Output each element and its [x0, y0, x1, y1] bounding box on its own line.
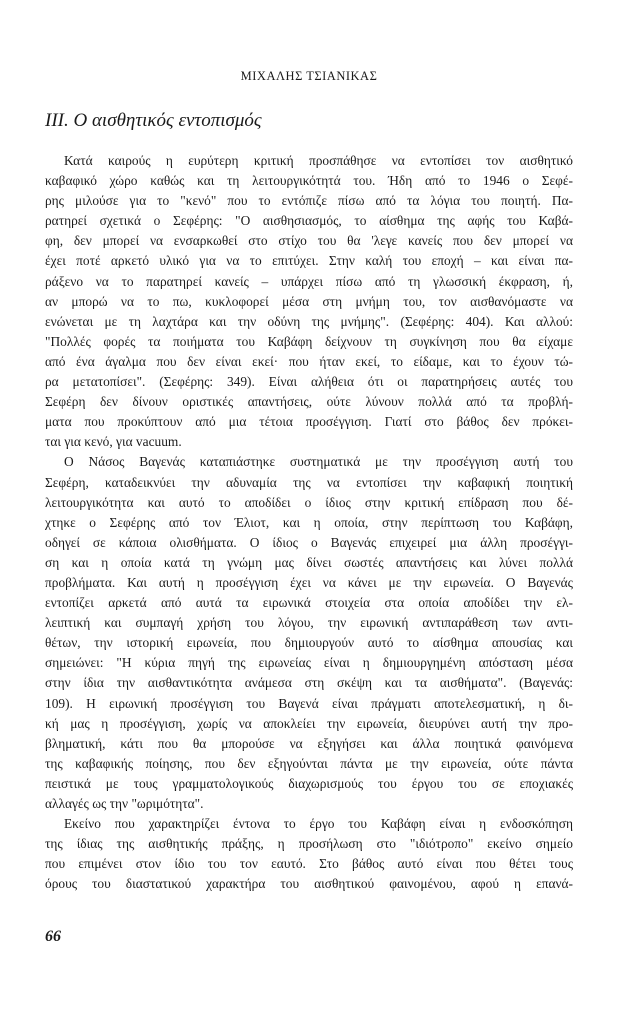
- text-line: αλλαγές ως την "ωριμότητα".: [45, 796, 204, 811]
- text-line: ται για κενό, για vacuum.: [45, 434, 182, 450]
- text-line: ματα που προκύπτουν από μια τέτοια προσέγγιση. Γιατί στο βάθος δεν πρόκει-: [45, 414, 573, 430]
- text-line: λειπτική και συμπαγή χρήση του λόγου, την ειρωνική αντιπαράθεση των αντι-: [45, 615, 573, 631]
- body-text: [45, 151, 573, 894]
- text-line: από ένα άγαλμα που δεν είναι εκεί· που ήταν εκεί, το είδαμε, και το έχουν τώ-: [45, 353, 573, 369]
- text-line: Ο Νάσος Βαγενάς καταπιάστηκε συστηματικά με την προσέγγιση αυτή του: [64, 454, 573, 470]
- text-line: κή μας η προσέγγιση, χωρίς να αποκλείει την ειρωνεία, διευρύνει αυτή την προ-: [45, 715, 573, 731]
- text-line: προβλήματα. Και αυτή η προσέγγιση έχει να κάνει με την ειρωνεία. Ο Βαγενάς: [45, 574, 573, 590]
- text-line: πειστικά με τους γραμματολογικούς διαχωρισμούς του έργου του σε εποχιακές: [45, 775, 573, 791]
- text-line: Εκείνο που χαρακτηρίζει έντονα το έργο του Καβάφη είναι η ενδοσκόπηση: [64, 816, 573, 832]
- text-line: 109). Η ειρωνική προσέγγιση του Βαγενά είναι πράγματι αποτελεσματική, η δι-: [45, 695, 573, 711]
- text-line: σημειώνει: "Η κύρια πηγή της ειρωνείας είναι η δημιουργημένη απόσταση μέσα: [45, 655, 573, 671]
- text-line: ρα μετατοπίσει". (Σεφέρης: 349). Είναι αλήθεια ότι οι παρατηρήσεις αυτές του: [45, 374, 573, 390]
- text-line: καβαφικό χώρο καθώς και τη λειτουργικότητά του. Ήδη από το 1946 ο Σεφέ-: [45, 173, 573, 189]
- running-head: ΜΙΧΑΛΗΣ ΤΣΙΑΝΙΚΑΣ: [240, 69, 378, 83]
- text-line: ρατηρεί σχετικά ο Σεφέρης: "Ο αισθησιασμός, το αίσθημα της αφής του Καβά-: [45, 213, 573, 229]
- text-line: φη, δεν μπορεί να ενσαρκωθεί στο στίχο του θα 'λεγε κανείς που δεν μπορεί να: [45, 233, 573, 249]
- text-line: "Πολλές φορές τα ποιήματα του Καβάφη δείχνουν τη συγκίνηση που θα είχαμε: [45, 333, 573, 349]
- text-line: όρους του διαστατικού χαρακτήρα του αισθητικού φαινομένου, αφού η επανά-: [45, 876, 573, 892]
- text-line: αν μπορώ να το πω, κυκλοφορεί μέσα στη μνήμη του, τον αισθανόμαστε να: [45, 293, 573, 309]
- text-line: ενώνεται με τη λαχτάρα και την οδύνη της μνήμης". (Σεφέρης: 404). Και αλλού:: [45, 313, 573, 329]
- text-line: Σεφέρη, καταδεικνύει την αδυναμία της να εντοπίσει την καβαφική ποιητική: [45, 474, 573, 490]
- text-line: ράξενο να το παρατηρεί κανείς – υπάρχει πίσω από τη γλωσσική έκφραση, ή,: [45, 273, 573, 289]
- text-line: εντοπίζει αρκετά από αυτά τα ειρωνικά στοιχεία στα οποία αποδίδει την ελ-: [45, 595, 573, 611]
- text-line: ρης μιλούσε για το "κενό" που το εντόπιζε πίσω από τα λόγια του ποιητή. Πα-: [45, 193, 573, 209]
- text-line: οδηγεί σε κάποια ολισθήματα. Ο ίδιος ο Βαγενάς επιχειρεί μια άλλη προσέγγι-: [45, 534, 573, 550]
- text-line: έχει ποτέ αρκετό υλικό για να το επιτύχει. Στην καλή του εποχή – και είναι πα-: [45, 253, 573, 269]
- section-title: ΙΙΙ. Ο αισθητικός εντοπισμός: [45, 110, 262, 131]
- text-line: της ίδιας της αισθητικής πράξης, η προσήλωση στο "ιδιότροπο" εκείνο σημείο: [45, 836, 573, 852]
- text-line: της καβαφικής ποίησης, που δεν εξηγούνται πάντα με την ειρωνεία, ούτε πάντα: [45, 755, 573, 771]
- text-line: λειτουργικότητα και αυτό το αποδίδει ο ίδιος στην κριτική επίδραση που δέ-: [45, 494, 573, 510]
- text-line: βληματική, κάτι που θα μπορούσε να εξηγήσει και άλλα ποιητικά φαινόμενα: [45, 735, 573, 751]
- text-line: που επιμένει στον ίδιο του τον εαυτό. Στο βάθος αυτό είναι που θέτει τους: [45, 856, 573, 872]
- text-line: Κατά καιρούς η ευρύτερη κριτική προσπάθησε να εντοπίσει τον αισθητικό: [64, 153, 573, 168]
- text-line: χτηκε ο Σεφέρης από τον Έλιοτ, και η οποία, στην περίπτωση του Καβάφη,: [45, 514, 573, 530]
- text-line: στην ίδια την αισθαντικότητα ανάμεσα στη σκέψη και τα αισθήματα". (Βαγενάς:: [45, 675, 573, 691]
- text-line: Σεφέρη δεν δίνουν οριστικές απαντήσεις, ούτε λύνουν πολλά από τα προβλή-: [45, 394, 573, 410]
- text-line: ση και η οποία κατά τη γνώμη μας δίνει σωστές απαντήσεις και λύνει πολλά: [45, 554, 573, 570]
- page-number: 66: [45, 928, 61, 945]
- text-line: θέτων, την ιστορική ειρωνεία, που δημιουργούν αυτό το αίσθημα απουσίας και: [45, 635, 573, 651]
